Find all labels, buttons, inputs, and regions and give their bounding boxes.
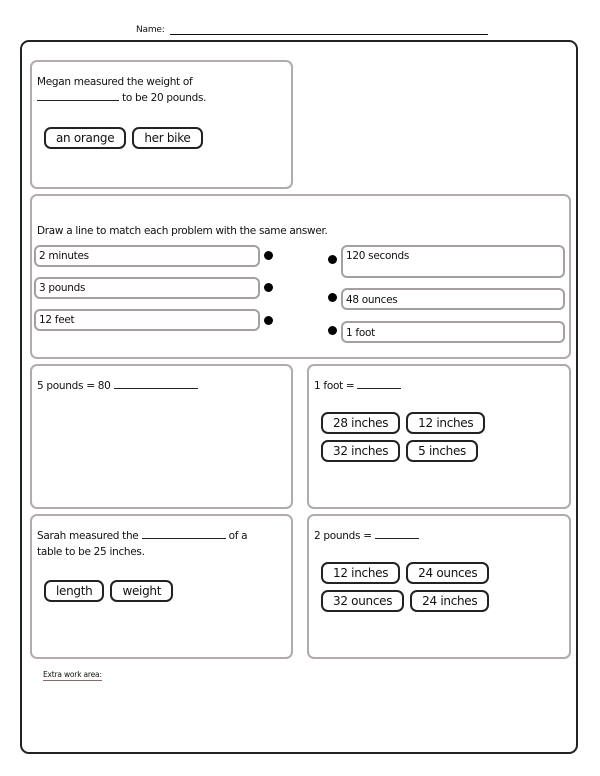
question-1-line-1: Megan measured the weight of xyxy=(37,76,193,88)
choice-button[interactable]: 12 inches xyxy=(406,412,485,434)
match-right-item[interactable]: 120 seconds xyxy=(341,245,565,278)
question-5-line-2: table to be 25 inches. xyxy=(37,546,145,558)
question-5-line-1-end: of a xyxy=(228,530,248,542)
question-5-choices xyxy=(44,580,173,602)
match-left-dot[interactable] xyxy=(264,283,273,292)
match-right-item[interactable]: 1 foot xyxy=(341,321,565,343)
question-panel-1 xyxy=(30,60,293,189)
answer-blank[interactable] xyxy=(114,378,198,389)
answer-blank[interactable] xyxy=(142,528,226,539)
match-left-dot[interactable] xyxy=(264,316,273,325)
choice-button[interactable]: her bike xyxy=(132,127,202,149)
choice-button[interactable]: 24 inches xyxy=(410,590,489,612)
matching-instruction: Draw a line to match each problem with the same answer. xyxy=(37,225,328,237)
choice-button[interactable]: length xyxy=(44,580,104,602)
name-label: Name: xyxy=(136,25,165,35)
question-5-text xyxy=(37,528,247,560)
extra-work-area-label: Extra work area: xyxy=(43,670,102,679)
choice-button[interactable]: 32 ounces xyxy=(321,590,404,612)
choice-button[interactable]: weight xyxy=(110,580,173,602)
answer-blank[interactable] xyxy=(357,378,401,389)
question-3-text xyxy=(37,378,198,394)
match-left-item[interactable]: 3 pounds xyxy=(34,277,260,299)
choice-button[interactable]: 5 inches xyxy=(406,440,478,462)
match-left-item[interactable]: 2 minutes xyxy=(34,245,260,267)
match-right-dot[interactable] xyxy=(328,293,337,302)
question-panel-5 xyxy=(30,514,293,659)
question-4-text xyxy=(314,378,401,394)
question-3-prompt: 5 pounds = 80 xyxy=(37,380,111,392)
question-5-line-1 xyxy=(37,528,247,544)
name-input-line[interactable] xyxy=(170,24,488,35)
question-1-line-2 xyxy=(37,90,206,106)
question-panel-4 xyxy=(307,364,571,509)
match-right-dot[interactable] xyxy=(328,326,337,335)
match-right-item[interactable]: 48 ounces xyxy=(341,288,565,310)
answer-blank[interactable] xyxy=(37,90,119,101)
question-4-choices xyxy=(321,412,521,462)
match-right-dot[interactable] xyxy=(328,255,337,264)
question-6-prompt: 2 pounds = xyxy=(314,530,372,542)
question-1-choices xyxy=(44,127,203,149)
question-1-text xyxy=(37,74,206,106)
question-4-prompt: 1 foot = xyxy=(314,380,355,392)
choice-button[interactable]: 24 ounces xyxy=(406,562,489,584)
question-1-line-2-text: to be 20 pounds. xyxy=(122,92,207,104)
question-6-text xyxy=(314,528,419,544)
matching-panel xyxy=(30,194,571,359)
question-panel-3 xyxy=(30,364,293,509)
match-left-dot[interactable] xyxy=(264,251,273,260)
question-5-line-1-start: Sarah measured the xyxy=(37,530,139,542)
question-panel-6 xyxy=(307,514,571,659)
choice-button[interactable]: 12 inches xyxy=(321,562,400,584)
answer-blank[interactable] xyxy=(375,528,419,539)
choice-button[interactable]: 28 inches xyxy=(321,412,400,434)
match-left-item[interactable]: 12 feet xyxy=(34,309,260,331)
choice-button[interactable]: an orange xyxy=(44,127,126,149)
choice-button[interactable]: 32 inches xyxy=(321,440,400,462)
name-field-row xyxy=(136,24,488,35)
question-6-choices xyxy=(321,562,521,612)
